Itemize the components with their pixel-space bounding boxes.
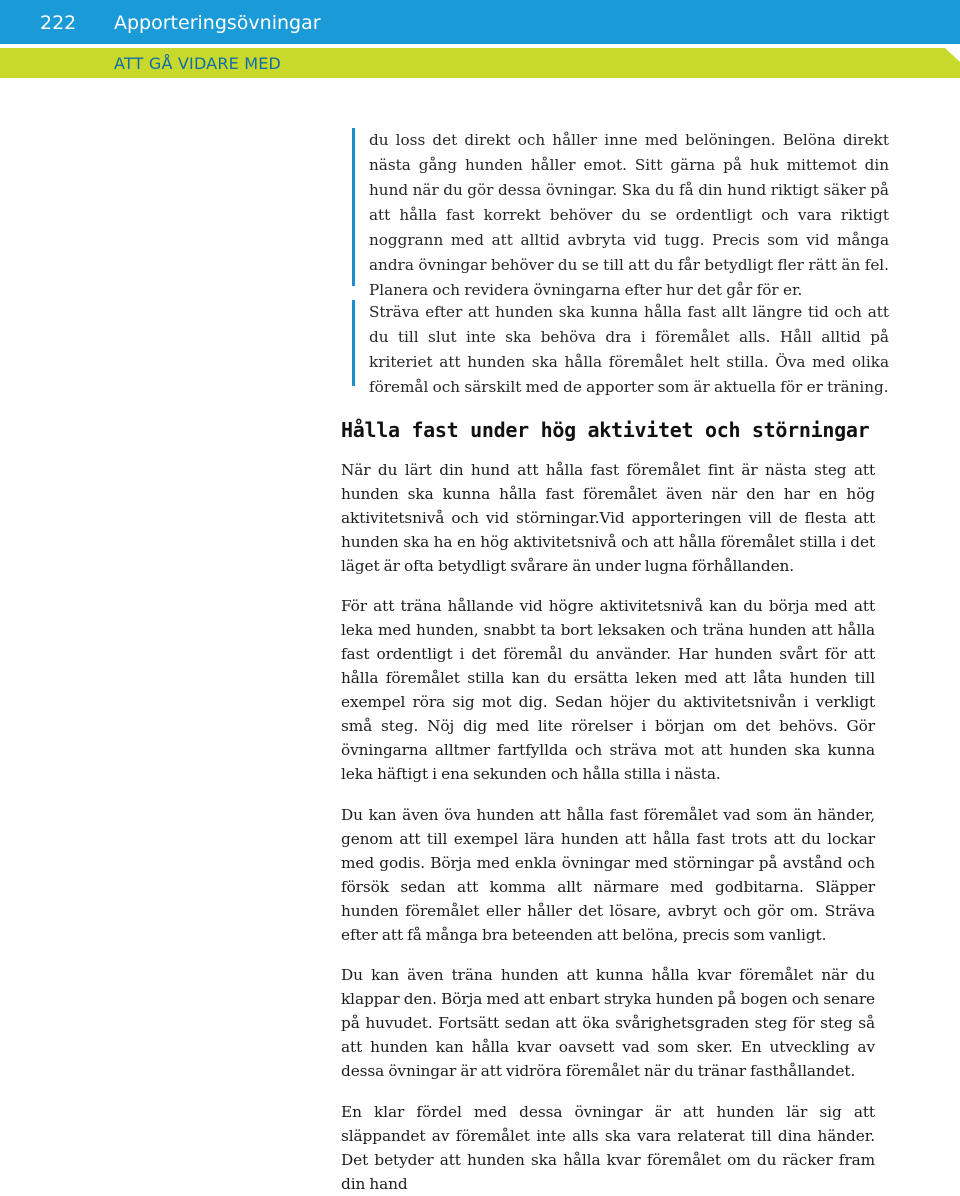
section-label-bar	[0, 48, 960, 78]
body-paragraph-3: Du kan även öva hunden att hålla fast föremålet vad som än händer, genom att till exempel lära hunden att hålla fast trots att du lockar med godis. Börja med enkla övningar med störningar på avstånd och försök sedan att komma allt närmare med godbitarna. Släpper hunden föremålet eller håller det lösare, avbryt och gör om. Sträva efter att få många bra beteenden att belöna, precis som vanligt.	[341, 806, 875, 944]
section-heading: Hålla fast under hög aktivitet och störningar	[341, 418, 870, 442]
chapter-title: Apporteringsövningar	[114, 12, 321, 34]
body-paragraph-5: En klar fördel med dessa övningar är att hunden lär sig att släppandet av föremålet inte alls ska vara relaterat till dina händer. Det betyder att hunden ska hålla kvar föremålet om du räcker fram din hand	[341, 1103, 875, 1193]
boxed-paragraph-text: Sträva efter att hunden ska kunna hålla fast allt längre tid och att du till slut inte ska behöva dra i föremålet alls. Håll alltid på kriteriet att hunden ska hålla föremålet helt stilla. Öva med olika föremål och särskilt med de apporter som är aktuella för er träning.	[369, 303, 889, 396]
running-header-bar	[0, 0, 960, 44]
section-label: ATT GÅ VIDARE MED	[114, 54, 282, 73]
body-paragraph-2: För att träna hållande vid högre aktivitetsnivå kan du börja med att leka med hunden, snabbt ta bort leksaken och träna hunden att hålla fast ordentligt i det föremål du använder. Har hunden svårt för att hålla föremålet stilla kan du ersätta leken med att låta hunden till exempel röra sig mot dig. Sedan höjer du aktivitetsnivån i verkligt små steg. Nöj dig med lite rörelser i början om det behövs. Gör övningarna alltmer fartfyllda och sträva mot att hunden ska kunna leka häftigt i ena sekunden och hålla stilla i nästa.	[341, 597, 875, 783]
body-paragraph-1: När du lärt din hund att hålla fast föremålet fint är nästa steg att hunden ska kunna hålla fast föremålet även när den har en hög aktivitetsnivå och vid störningar.Vid apporteringen vill de flesta att hunden ska ha en hög aktivitetsnivå och att hålla föremålet stilla i det läget är ofta betydligt svårare än under lugna förhållanden.	[341, 461, 875, 575]
boxed-paragraph-1	[352, 128, 889, 299]
page-number: 222	[40, 12, 77, 34]
boxed-paragraph-2	[352, 300, 889, 396]
body-paragraph-4: Du kan även träna hunden att kunna hålla kvar föremålet när du klappar den. Börja med att enbart stryka hunden på bogen och senare på huvudet. Fortsätt sedan att öka svårighetsgraden steg för steg så att hunden kan hålla kvar oavsett vad som sker. En utveckling av dessa övningar är att vidröra föremålet när du tränar fasthållandet.	[341, 966, 875, 1080]
boxed-paragraph-text: du loss det direkt och håller inne med belöningen. Belöna direkt nästa gång hunden håller emot. Sitt gärna på huk mittemot din hund när du gör dessa övningar. Ska du få din hund riktigt säker på att hålla fast korrekt behöver du se ordentligt och vara riktigt noggrann med att alltid avbryta vid tugg. Precis som vid många andra övningar behöver du se till att du får betydligt fler rätt än fel. Planera och revidera övningarna efter hur det går för er.	[369, 131, 889, 299]
